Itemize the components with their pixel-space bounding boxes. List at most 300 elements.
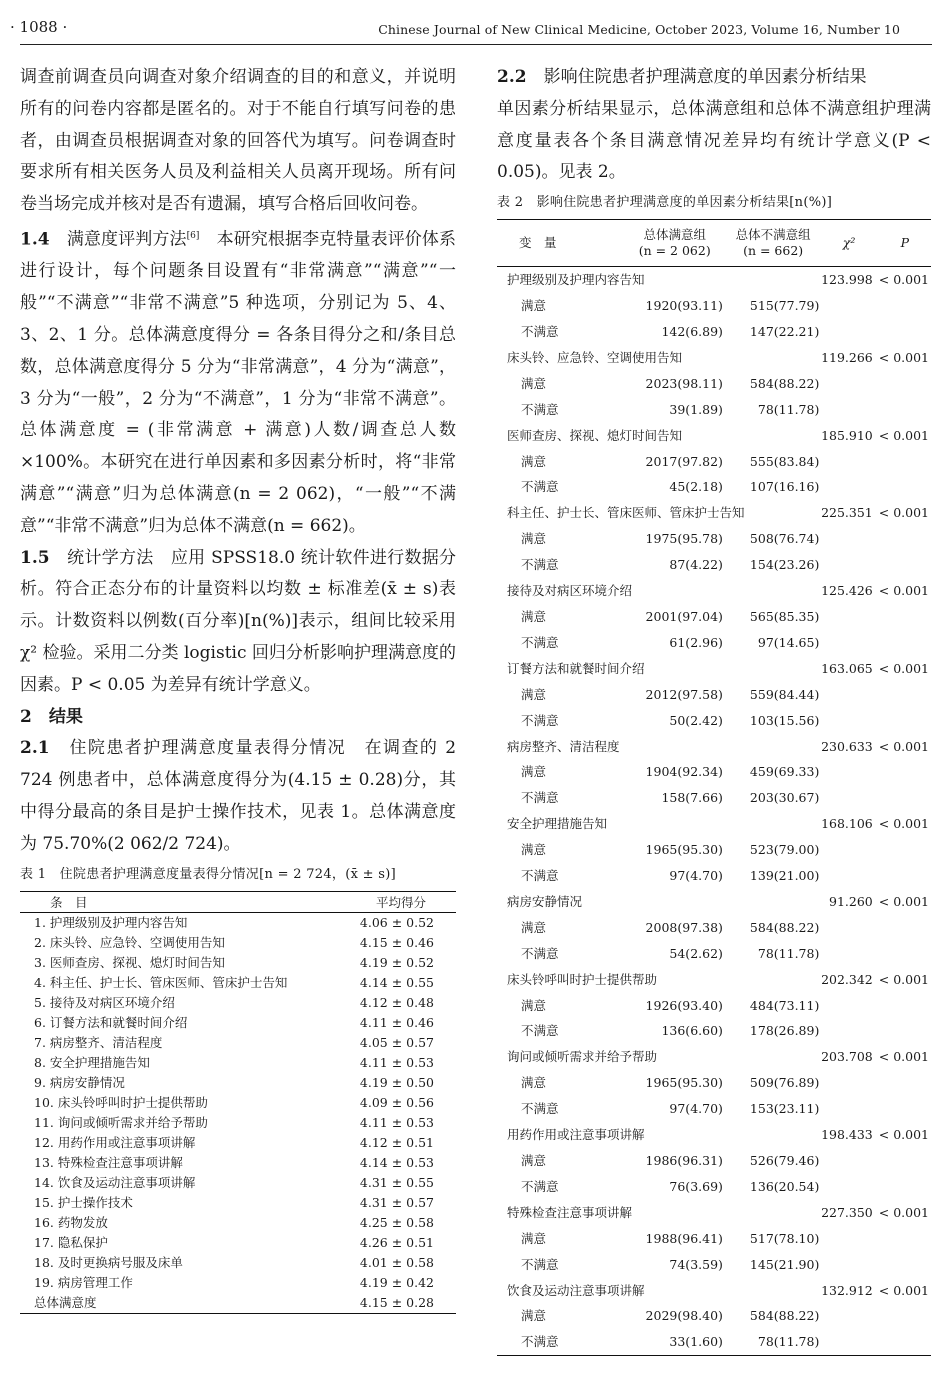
section-number: 1.5 — [20, 547, 50, 568]
table2-level-label: 满意 — [521, 842, 547, 858]
table1-score: 4.19 ± 0.52 — [359, 954, 434, 970]
table2-p-value: < 0.001 — [878, 971, 929, 987]
table2-group-row — [497, 267, 931, 293]
table2-empty-cell — [819, 1303, 878, 1329]
table1-item: 2. 床头铃、应急铃、空调使用告知 — [34, 934, 225, 950]
table1-item: 9. 病房安静情况 — [34, 1074, 125, 1090]
table2-group2-count: 107(16.16) — [749, 479, 820, 495]
table1-score: 4.19 ± 0.42 — [359, 1274, 434, 1290]
table1-row — [20, 1113, 456, 1133]
table1-score: 4.11 ± 0.53 — [359, 1114, 434, 1130]
table2-group2-count: 178(26.89) — [749, 1023, 820, 1039]
table1-item: 17. 隐私保护 — [34, 1234, 108, 1250]
table2-empty-cell — [819, 837, 878, 863]
table2-level-label: 满意 — [521, 1075, 547, 1091]
right-column — [497, 62, 931, 1356]
table1-row — [20, 993, 456, 1013]
table2-unsatisfied-row — [497, 1096, 931, 1122]
section-text: 在调查的 2 724 例患者中，总体满意度得分为(4.15 ± 0.28)分，其中得分最高的条目是护士操作技术，见表 1。总体满意度为 75.70%(2 062/2 724)。 — [20, 738, 457, 854]
table2-p-value: < 0.001 — [878, 1127, 929, 1143]
table2-unsatisfied-row — [497, 630, 931, 656]
table2-satisfied-row — [497, 759, 931, 785]
table2-empty-cell — [879, 474, 931, 500]
table2-group1-count: 87(4.22) — [669, 557, 723, 573]
table2-chi-value: 227.350 — [821, 1204, 873, 1220]
table2-chi-value: 202.342 — [821, 971, 873, 987]
table2-level-label: 不满意 — [521, 790, 559, 806]
table2-group1-count: 1965(95.30) — [645, 1075, 723, 1091]
table2-group2-count: 526(79.46) — [749, 1153, 820, 1168]
section-title: 住院患者护理满意度量表得分情况 — [69, 738, 347, 759]
table2-group1-count: 1975(95.78) — [645, 531, 723, 547]
table2-empty-cell — [879, 1070, 931, 1096]
table1 — [20, 891, 456, 1314]
table2-chi-value: 185.910 — [821, 427, 873, 443]
table2-variable-name: 床头铃呼叫时护士提供帮助 — [507, 971, 658, 987]
table1-score: 4.12 ± 0.51 — [359, 1134, 434, 1150]
table1-row — [20, 1193, 456, 1213]
table2-satisfied-row — [497, 1226, 931, 1252]
table1-row — [20, 953, 456, 973]
table1-item: 14. 饮食及运动注意事项讲解 — [34, 1174, 196, 1190]
table2-unsatisfied-row — [497, 1018, 931, 1044]
table1-score: 4.14 ± 0.53 — [359, 1154, 434, 1170]
table2-unsatisfied-row — [497, 1252, 931, 1278]
table2-group1-count: 33(1.60) — [623, 1329, 727, 1355]
table1-score: 4.09 ± 0.56 — [359, 1094, 434, 1110]
table2-level-label: 满意 — [521, 375, 547, 391]
table2-satisfied-row — [497, 682, 931, 708]
table1-score: 4.11 ± 0.46 — [359, 1014, 434, 1030]
page-number: · 1088 · — [10, 18, 68, 36]
table1-item: 11. 询问或倾听需求并给予帮助 — [34, 1114, 208, 1130]
group1-n: (n = 2 062) — [638, 243, 711, 259]
table2-empty-cell — [879, 759, 931, 785]
table2-level-label: 满意 — [521, 1308, 547, 1324]
table1-item: 12. 用药作用或注意事项讲解 — [34, 1134, 196, 1150]
table2-level-label: 满意 — [521, 453, 547, 469]
table1-item: 16. 药物发放 — [34, 1214, 108, 1230]
table2-level-label: 不满意 — [497, 1329, 623, 1355]
table2-variable-name: 订餐方法和就餐时间介绍 — [507, 660, 645, 676]
table1-score: 4.11 ± 0.53 — [359, 1054, 434, 1070]
group2-n: (n = 662) — [743, 243, 804, 259]
table2-empty-cell — [819, 1329, 878, 1355]
table1-item: 10. 床头铃呼叫时护士提供帮助 — [34, 1094, 208, 1110]
table2-empty-cell — [819, 526, 878, 552]
table2-group2-count: 484(73.11) — [749, 997, 820, 1013]
section-number: 1.4 — [20, 229, 50, 250]
table2-group2-count: 555(83.84) — [749, 453, 820, 469]
table2-group2-count: 153(23.11) — [749, 1101, 820, 1117]
table2-group1-count: 2001(97.04) — [645, 608, 723, 624]
table1-score: 4.01 ± 0.58 — [359, 1254, 434, 1270]
table2-group2-count: 559(84.44) — [749, 686, 820, 702]
table2-empty-cell — [819, 449, 878, 475]
table1-score: 4.12 ± 0.48 — [359, 994, 434, 1010]
table2-satisfied-row — [497, 526, 931, 552]
table2-empty-cell — [879, 1018, 931, 1044]
table2-level-label: 满意 — [521, 298, 547, 314]
table2-chi-value: 198.433 — [821, 1127, 873, 1143]
section-title: 统计学方法 — [67, 547, 154, 568]
table2-group1-count: 2012(97.58) — [645, 686, 723, 702]
table2-group1-count: 74(3.59) — [669, 1256, 723, 1272]
table2-level-label: 满意 — [521, 764, 547, 780]
table1-row — [20, 973, 456, 993]
table2-unsatisfied-row — [497, 785, 931, 811]
table2-chi-value: 163.065 — [821, 660, 873, 676]
table2-empty-cell — [819, 915, 878, 941]
table1-row — [20, 1253, 456, 1273]
section-number: 2.1 — [20, 738, 50, 759]
table2-empty-cell — [819, 1174, 878, 1200]
table2-p-value: < 0.001 — [878, 1204, 929, 1220]
table1-row — [20, 1233, 456, 1253]
section-text: 单因素分析结果显示，总体满意组和总体不满意组护理满意度量表各个条目满意情况差异均有统计学意义(P < 0.05)。见表 2。 — [497, 98, 931, 183]
table2-empty-cell — [819, 1226, 878, 1252]
table2-level-label: 满意 — [521, 1230, 547, 1246]
table2-group1-count: 2017(97.82) — [645, 453, 723, 469]
table2-group2-count: 97(14.65) — [757, 634, 820, 650]
table2-group-row — [497, 345, 931, 371]
table2-empty-cell — [819, 1148, 878, 1174]
table2-group1-count: 2029(98.40) — [645, 1308, 723, 1324]
intro-paragraph: 调查前调查员向调查对象介绍调查的目的和意义，并说明所有的问卷内容都是匿名的。对于不能自行填写问卷的患者，由调查员根据调查对象的回答代为填写。问卷调查时要求所有相关医务人员及利益相关人员离开现场。所有问卷当场完成并核对是否有遗漏，填写合格后回收问卷。 — [20, 67, 456, 215]
table2-empty-cell — [879, 371, 931, 397]
table2-empty-cell — [819, 1252, 878, 1278]
table2-chi-value: 225.351 — [821, 505, 873, 521]
table2-empty-cell — [819, 1096, 878, 1122]
table2-level-label: 满意 — [521, 686, 547, 702]
table1-score: 4.05 ± 0.57 — [359, 1034, 434, 1050]
table2-unsatisfied-row — [497, 863, 931, 889]
table2-level-label: 满意 — [521, 531, 547, 547]
group1-label: 总体满意组 — [643, 227, 706, 243]
table2-group-row — [497, 967, 931, 993]
table2-group1-count: 1920(93.11) — [645, 298, 723, 314]
table2-chi-value: 132.912 — [821, 1282, 873, 1298]
table2-empty-cell — [819, 293, 878, 319]
table2-variable-name: 护理级别及护理内容告知 — [507, 272, 645, 288]
table2-empty-cell — [819, 993, 878, 1019]
table2-p-value: < 0.001 — [878, 1282, 929, 1298]
table2-header-group1 — [623, 220, 727, 267]
table1-item: 18. 及时更换病号服及床单 — [34, 1254, 183, 1270]
table1-row — [20, 1133, 456, 1153]
table2-group1-count: 2023(98.11) — [645, 375, 723, 391]
table1-score: 4.31 ± 0.57 — [359, 1194, 434, 1210]
table2-group1-count: 1986(96.31) — [645, 1153, 723, 1168]
table2-p-value: < 0.001 — [878, 738, 929, 754]
table2-empty-cell — [819, 319, 878, 345]
table2-level-label: 不满意 — [521, 1178, 559, 1194]
table2-group-row — [497, 500, 931, 526]
table2-group2-count: 517(78.10) — [749, 1230, 820, 1246]
table2-empty-cell — [879, 1303, 931, 1329]
table1-score: 4.31 ± 0.55 — [359, 1174, 434, 1190]
table1-item: 19. 病房管理工作 — [34, 1274, 133, 1290]
table2-level-label: 不满意 — [521, 712, 559, 728]
table2-variable-name: 医师查房、探视、熄灯时间告知 — [507, 427, 683, 443]
table1-item: 5. 接待及对病区环境介绍 — [34, 994, 175, 1010]
table1-score: 4.26 ± 0.51 — [359, 1234, 434, 1250]
table2-p-value: < 0.001 — [878, 1049, 929, 1065]
table2-variable-name: 床头铃、应急铃、空调使用告知 — [507, 349, 683, 365]
table2-group2-count: 584(88.22) — [749, 375, 820, 391]
table2-empty-cell — [819, 759, 878, 785]
table1-row — [20, 1033, 456, 1053]
table2-unsatisfied-row — [497, 1329, 931, 1355]
table2-group-row — [497, 656, 931, 682]
table2-empty-cell — [879, 1174, 931, 1200]
table2-chi-value: 125.426 — [821, 583, 873, 599]
table2-empty-cell — [879, 630, 931, 656]
table2-satisfied-row — [497, 604, 931, 630]
table2-p-value: < 0.001 — [878, 349, 929, 365]
table2-empty-cell — [819, 397, 878, 423]
section-2-heading: 2 结果 — [20, 706, 83, 727]
table2-group2-count: 203(30.67) — [749, 790, 820, 806]
table2-empty-cell — [879, 915, 931, 941]
table2-chi-value: 230.633 — [821, 738, 873, 754]
table2-level-label: 不满意 — [521, 1023, 559, 1039]
table2-level-label: 不满意 — [521, 401, 559, 417]
table2-variable-name: 饮食及运动注意事项讲解 — [507, 1282, 645, 1298]
citation-ref: [6] — [186, 230, 200, 241]
table2-variable-name: 接待及对病区环境介绍 — [507, 583, 633, 599]
table2-group2-count: 78(11.78) — [757, 945, 820, 961]
table1-score: 4.15 ± 0.28 — [341, 1293, 456, 1314]
table2-empty-cell — [879, 604, 931, 630]
table1-score: 4.14 ± 0.55 — [359, 974, 434, 990]
table2-group2-count: 508(76.74) — [749, 531, 820, 547]
table2-satisfied-row — [497, 449, 931, 475]
table2-empty-cell — [819, 682, 878, 708]
table2-empty-cell — [819, 604, 878, 630]
table2-group1-count: 54(2.62) — [669, 945, 723, 961]
table2-group1-count: 2008(97.38) — [645, 919, 723, 935]
table1-row — [20, 933, 456, 953]
journal-header: Chinese Journal of New Clinical Medicine, October 2023, Volume 16, Number 10 — [378, 22, 900, 37]
table1-row — [20, 912, 456, 933]
table2-chi-value: 91.260 — [829, 893, 873, 909]
group2-label: 总体不满意组 — [735, 227, 811, 243]
table2-p-value: < 0.001 — [878, 816, 929, 832]
table2-chi-value: 203.708 — [821, 1049, 873, 1065]
table1-item: 15. 护士操作技术 — [34, 1194, 133, 1210]
table2-variable-name: 病房整齐、清洁程度 — [507, 738, 620, 754]
table2-level-label: 满意 — [521, 608, 547, 624]
table1-row — [20, 1153, 456, 1173]
table2-empty-cell — [879, 449, 931, 475]
table2-p-value: < 0.001 — [878, 583, 929, 599]
table2-group-row — [497, 889, 931, 915]
table2-group2-count: 154(23.26) — [749, 557, 820, 573]
table2-unsatisfied-row — [497, 708, 931, 734]
table2-caption: 表 2 影响住院患者护理满意度的单因素分析结果[n(%)] — [497, 195, 833, 211]
section-1-5 — [20, 543, 456, 702]
table2-group-row — [497, 811, 931, 837]
table2-satisfied-row — [497, 837, 931, 863]
table2-header-variable: 变 量 — [497, 220, 623, 267]
table1-row — [20, 1273, 456, 1293]
table2-group1-count: 97(4.70) — [669, 868, 723, 884]
table2-variable-name: 用药作用或注意事项讲解 — [507, 1127, 645, 1143]
table2-empty-cell — [879, 941, 931, 967]
table2-group1-count: 136(6.60) — [661, 1023, 723, 1039]
table2-level-label: 不满意 — [521, 945, 559, 961]
table2-empty-cell — [819, 1070, 878, 1096]
table2-group2-count: 78(11.78) — [727, 1329, 819, 1355]
table2-satisfied-row — [497, 293, 931, 319]
table2-group-row — [497, 1200, 931, 1226]
table2-group2-count: 584(88.22) — [749, 919, 820, 935]
table2-group1-count: 61(2.96) — [669, 634, 723, 650]
table2-empty-cell — [879, 682, 931, 708]
section-text: 本研究根据李克特量表评价体系进行设计，每个问题条目设置有“非常满意”“满意”“一般”“不满意”“非常不满意”5 种选项，分别记为 5、4、3、2、1 分。总体满意度得分 = 各条目得分之和/条目总数，总体满意度得分 5 分为“非常满意”，4 分为“满意”，3 分为“一般”，2 分为“不满意”，1 分为“非常不满意”。总体满意度 = (非常满意 + 满意)人数/调查总人数 ×100%。本研究在进行单因素和多因素分析时，将“非常满意”“满意”归为总体满意(n = 2 062)，“一般”“不满意”“非常不满意”归为总体不满意(n = 662)。 — [20, 229, 457, 536]
section-2-2 — [497, 62, 931, 189]
table2-header-p: P — [879, 220, 931, 267]
table2-p-value: < 0.001 — [878, 893, 929, 909]
table2-unsatisfied-row — [497, 941, 931, 967]
table2-group1-count: 97(4.70) — [669, 1101, 723, 1117]
section-text: 应用 SPSS18.0 统计软件进行数据分析。符合正态分布的计量资料以均数 ± 标准差(x̄ ± s)表示。计数资料以例数(百分率)[n(%)]表示，组间比较采用χ² 检验。采用二分类 logistic 回归分析影响护理满意度的因素。P < 0.05 为差异有统计学意义。 — [20, 547, 457, 695]
table1-item: 7. 病房整齐、清洁程度 — [34, 1034, 163, 1050]
table1-score: 4.19 ± 0.50 — [359, 1074, 434, 1090]
table2-group2-count: 459(69.33) — [749, 764, 820, 780]
table2-level-label: 不满意 — [521, 1101, 559, 1117]
table2-group1-count: 158(7.66) — [661, 790, 723, 806]
table1-row — [20, 1293, 456, 1314]
section-2-1 — [20, 733, 456, 860]
table1-item: 总体满意度 — [20, 1293, 341, 1314]
table2-empty-cell — [879, 1096, 931, 1122]
table2-unsatisfied-row — [497, 319, 931, 345]
table2-group-row — [497, 1278, 931, 1304]
table2-group2-count: 147(22.21) — [749, 324, 820, 339]
table2-level-label: 不满意 — [521, 557, 559, 573]
table2-group1-count: 76(3.69) — [669, 1178, 723, 1194]
table2-group1-count: 50(2.42) — [669, 712, 723, 728]
table2-empty-cell — [879, 319, 931, 345]
table2-empty-cell — [819, 941, 878, 967]
table1-row — [20, 1013, 456, 1033]
table2-group2-count: 523(79.00) — [749, 842, 820, 858]
header-rule — [20, 44, 932, 45]
table1-item: 8. 安全护理措施告知 — [34, 1054, 150, 1070]
table1-row — [20, 1093, 456, 1113]
table2-empty-cell — [819, 785, 878, 811]
table2-satisfied-row — [497, 1148, 931, 1174]
table2-level-label: 满意 — [521, 997, 547, 1013]
section-title: 满意度评判方法 — [66, 229, 187, 250]
table2-group-row — [497, 734, 931, 760]
table1-row — [20, 1213, 456, 1233]
table2-empty-cell — [879, 397, 931, 423]
table2-group2-count: 515(77.79) — [749, 298, 820, 314]
table2-group-row — [497, 1044, 931, 1070]
table2-unsatisfied-row — [497, 474, 931, 500]
table2-p-value: < 0.001 — [878, 660, 929, 676]
table2-group2-count: 103(15.56) — [749, 712, 820, 728]
table2-level-label: 不满意 — [521, 324, 559, 339]
table2-satisfied-row — [497, 371, 931, 397]
table2-group1-count: 1904(92.34) — [645, 764, 723, 780]
table2-group1-count: 1926(93.40) — [645, 997, 723, 1013]
table2-empty-cell — [879, 993, 931, 1019]
table2-header-chi: χ² — [819, 220, 878, 267]
table2-p-value: < 0.001 — [878, 427, 929, 443]
table2-p-value: < 0.001 — [878, 272, 929, 288]
table2-empty-cell — [879, 1148, 931, 1174]
table1-score: 4.25 ± 0.58 — [359, 1214, 434, 1230]
table2-empty-cell — [819, 552, 878, 578]
table2-empty-cell — [879, 293, 931, 319]
table2-group2-count: 78(11.78) — [757, 401, 820, 417]
table1-row — [20, 1053, 456, 1073]
table2-chi-value: 119.266 — [821, 349, 873, 365]
table2-variable-name: 询问或倾听需求并给予帮助 — [507, 1049, 658, 1065]
table2-empty-cell — [879, 1252, 931, 1278]
left-column — [20, 62, 456, 1314]
table2-group1-count: 142(6.89) — [661, 324, 723, 339]
table2-level-label: 满意 — [521, 1153, 547, 1168]
table1-row — [20, 1173, 456, 1193]
table1-score: 4.06 ± 0.52 — [359, 914, 434, 930]
table2-empty-cell — [879, 526, 931, 552]
table2-group2-count: 565(85.35) — [749, 608, 820, 624]
table2-variable-name: 特殊检查注意事项讲解 — [507, 1204, 633, 1220]
table2-empty-cell — [819, 708, 878, 734]
table2-variable-name: 科主任、护士长、管床医师、管床护士告知 — [507, 505, 745, 521]
section-number: 2.2 — [497, 67, 527, 87]
table2-p-value: < 0.001 — [878, 505, 929, 521]
table2-empty-cell — [819, 474, 878, 500]
table2-header-group2 — [727, 220, 819, 267]
table2-group2-count: 509(76.89) — [749, 1075, 820, 1091]
table1-item: 4. 科主任、护士长、管床医师、管床护士告知 — [34, 974, 288, 990]
table2-level-label: 不满意 — [521, 634, 559, 650]
table2-group1-count: 1965(95.30) — [645, 842, 723, 858]
table2-unsatisfied-row — [497, 397, 931, 423]
table1-caption: 表 1 住院患者护理满意度量表得分情况[n = 2 724，(x̄ ± s)] — [20, 866, 396, 882]
table2-level-label: 不满意 — [521, 1256, 559, 1272]
table1-item: 13. 特殊检查注意事项讲解 — [34, 1154, 183, 1170]
table2-empty-cell — [819, 1018, 878, 1044]
table2-group2-count: 136(20.54) — [749, 1178, 820, 1194]
table2-group2-count: 145(21.90) — [749, 1256, 820, 1272]
table1-item: 6. 订餐方法和就餐时间介绍 — [34, 1014, 188, 1030]
table1-row — [20, 1073, 456, 1093]
table1-header-item: 条 目 — [20, 891, 341, 912]
table2-group-row — [497, 1122, 931, 1148]
table2-empty-cell — [819, 630, 878, 656]
table1-score: 4.15 ± 0.46 — [359, 934, 434, 950]
table2-empty-cell — [879, 1226, 931, 1252]
table1-header-score: 平均得分 — [341, 891, 456, 912]
table1-item: 1. 护理级别及护理内容告知 — [34, 914, 188, 930]
table2-empty-cell — [879, 552, 931, 578]
table2-satisfied-row — [497, 993, 931, 1019]
table2-satisfied-row — [497, 1070, 931, 1096]
table2-group1-count: 1988(96.41) — [645, 1230, 723, 1246]
table2-group2-count: 584(88.22) — [749, 1308, 820, 1324]
table2-empty-cell — [879, 708, 931, 734]
section-title: 影响住院患者护理满意度的单因素分析结果 — [543, 67, 867, 87]
table2-group1-count: 45(2.18) — [669, 479, 723, 495]
table2-group2-count: 139(21.00) — [749, 868, 820, 884]
